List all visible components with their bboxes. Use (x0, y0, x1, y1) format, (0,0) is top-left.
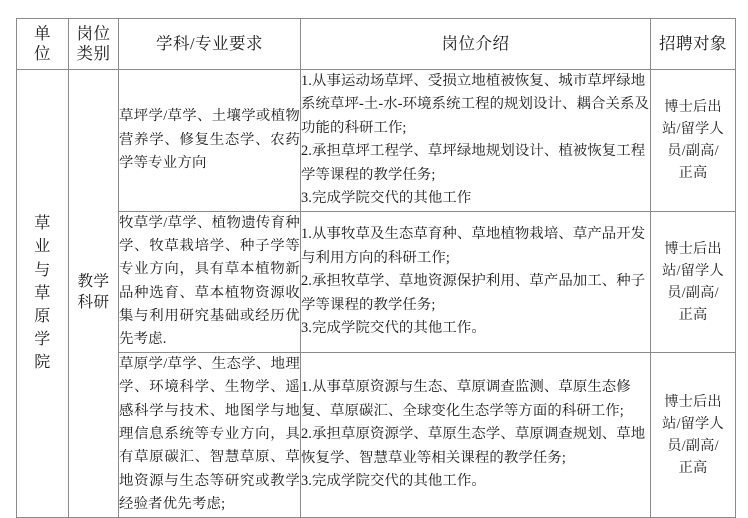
target-line-2: 站/留学人 (662, 262, 724, 279)
target-line-1: 博士后出 (664, 393, 722, 410)
column-header-category-line-1: 岗位 (76, 23, 111, 43)
unit-char-2: 业 (34, 238, 51, 256)
table-row (17, 211, 736, 352)
category-cell (69, 70, 119, 518)
target-cell-row-2 (651, 211, 736, 352)
column-header-unit-line-2: 位 (34, 44, 51, 63)
target-line-3: 员/副高/ (667, 437, 719, 454)
intro-paragraph: 3.完成学院交代的其他工作。 (301, 472, 486, 489)
unit-cell (17, 70, 69, 518)
intro-cell-row-3 (301, 352, 651, 517)
intro-cell-row-2 (301, 211, 651, 352)
column-header-intro: 岗位介绍 (301, 19, 651, 70)
intro-cell-row-1 (301, 70, 651, 212)
category-line-1: 教学 (77, 273, 110, 291)
intro-paragraph: 3.完成学院交代的其他工作。 (301, 320, 486, 336)
column-header-unit (17, 19, 69, 70)
unit-char-1: 草 (34, 215, 51, 233)
intro-paragraph: 1.从事运动场草坪、受损立地植被恢复、城市草坪绿地系统草坪-土-水-环境系统工程的规划设计、耦合关系及功能的科研工作; (301, 73, 649, 136)
intro-paragraph: 3.完成学院交代的其他工作 (301, 190, 472, 207)
intro-paragraph: 2.承担草坪工程学、草坪绿地规划设计、植被恢复工程学等课程的教学任务; (301, 143, 646, 183)
target-cell-row-3 (651, 352, 736, 517)
column-header-unit-line-1: 单 (34, 23, 51, 43)
unit-char-7: 院 (34, 354, 51, 372)
column-header-category-line-2: 类别 (76, 44, 111, 63)
intro-paragraph: 2.承担牧草学、草地资源保护利用、草产品加工、种子学等课程的教学任务; (301, 273, 646, 313)
target-line-1: 博士后出 (664, 99, 722, 116)
table-header-row (17, 19, 736, 70)
column-header-category (69, 19, 119, 70)
target-line-1: 博士后出 (664, 240, 722, 257)
category-line-2: 科研 (77, 294, 110, 312)
recruitment-table (16, 18, 736, 518)
intro-paragraph: 1.从事牧草及生态草育种、草地植物栽培、草产品开发与利用方向的科研工作; (301, 226, 646, 266)
target-line-2: 站/留学人 (662, 415, 724, 432)
subject-cell-row-3: 草原学/草学、生态学、地理学、环境科学、生物学、遥感科学与技术、地图学与地理信息系统等专业方向，具有草原碳汇、智慧草原、草地资源与生态等研究或教学经验者优先考虑; (119, 352, 301, 517)
column-header-subject: 学科/专业要求 (119, 19, 301, 70)
intro-paragraph: 1.从事草原资源与生态、草原调查监测、草原生态修复、草原碳汇、全球变化生态学等方面的科研工作; (301, 379, 631, 419)
target-line-2: 站/留学人 (662, 121, 724, 138)
intro-paragraph: 2.承担草原资源学、草原生态学、草原调查规划、草地恢复学、智慧草业等相关课程的教学任务; (301, 426, 646, 466)
target-line-4: 正高 (678, 459, 708, 476)
target-line-4: 正高 (678, 165, 708, 182)
table-row (17, 352, 736, 517)
subject-cell-row-1: 草坪学/草学、土壤学或植物营养学、修复生态学、农药学等专业方向 (119, 70, 301, 212)
unit-char-3: 与 (34, 261, 51, 279)
column-header-target: 招聘对象 (651, 19, 736, 70)
unit-char-5: 原 (34, 307, 51, 325)
table-row (17, 70, 736, 212)
target-cell-row-1 (651, 70, 736, 212)
target-line-4: 正高 (678, 306, 708, 323)
subject-cell-row-2: 牧草学/草学、植物遗传育种学、牧草栽培学、种子学等专业方向，具有草本植物新品种选育、草本植物资源收集与利用研究基础或经历优先考虑. (119, 211, 301, 352)
target-line-3: 员/副高/ (667, 143, 719, 160)
unit-char-6: 学 (34, 331, 51, 349)
target-line-3: 员/副高/ (667, 284, 719, 301)
unit-char-4: 草 (34, 284, 51, 302)
